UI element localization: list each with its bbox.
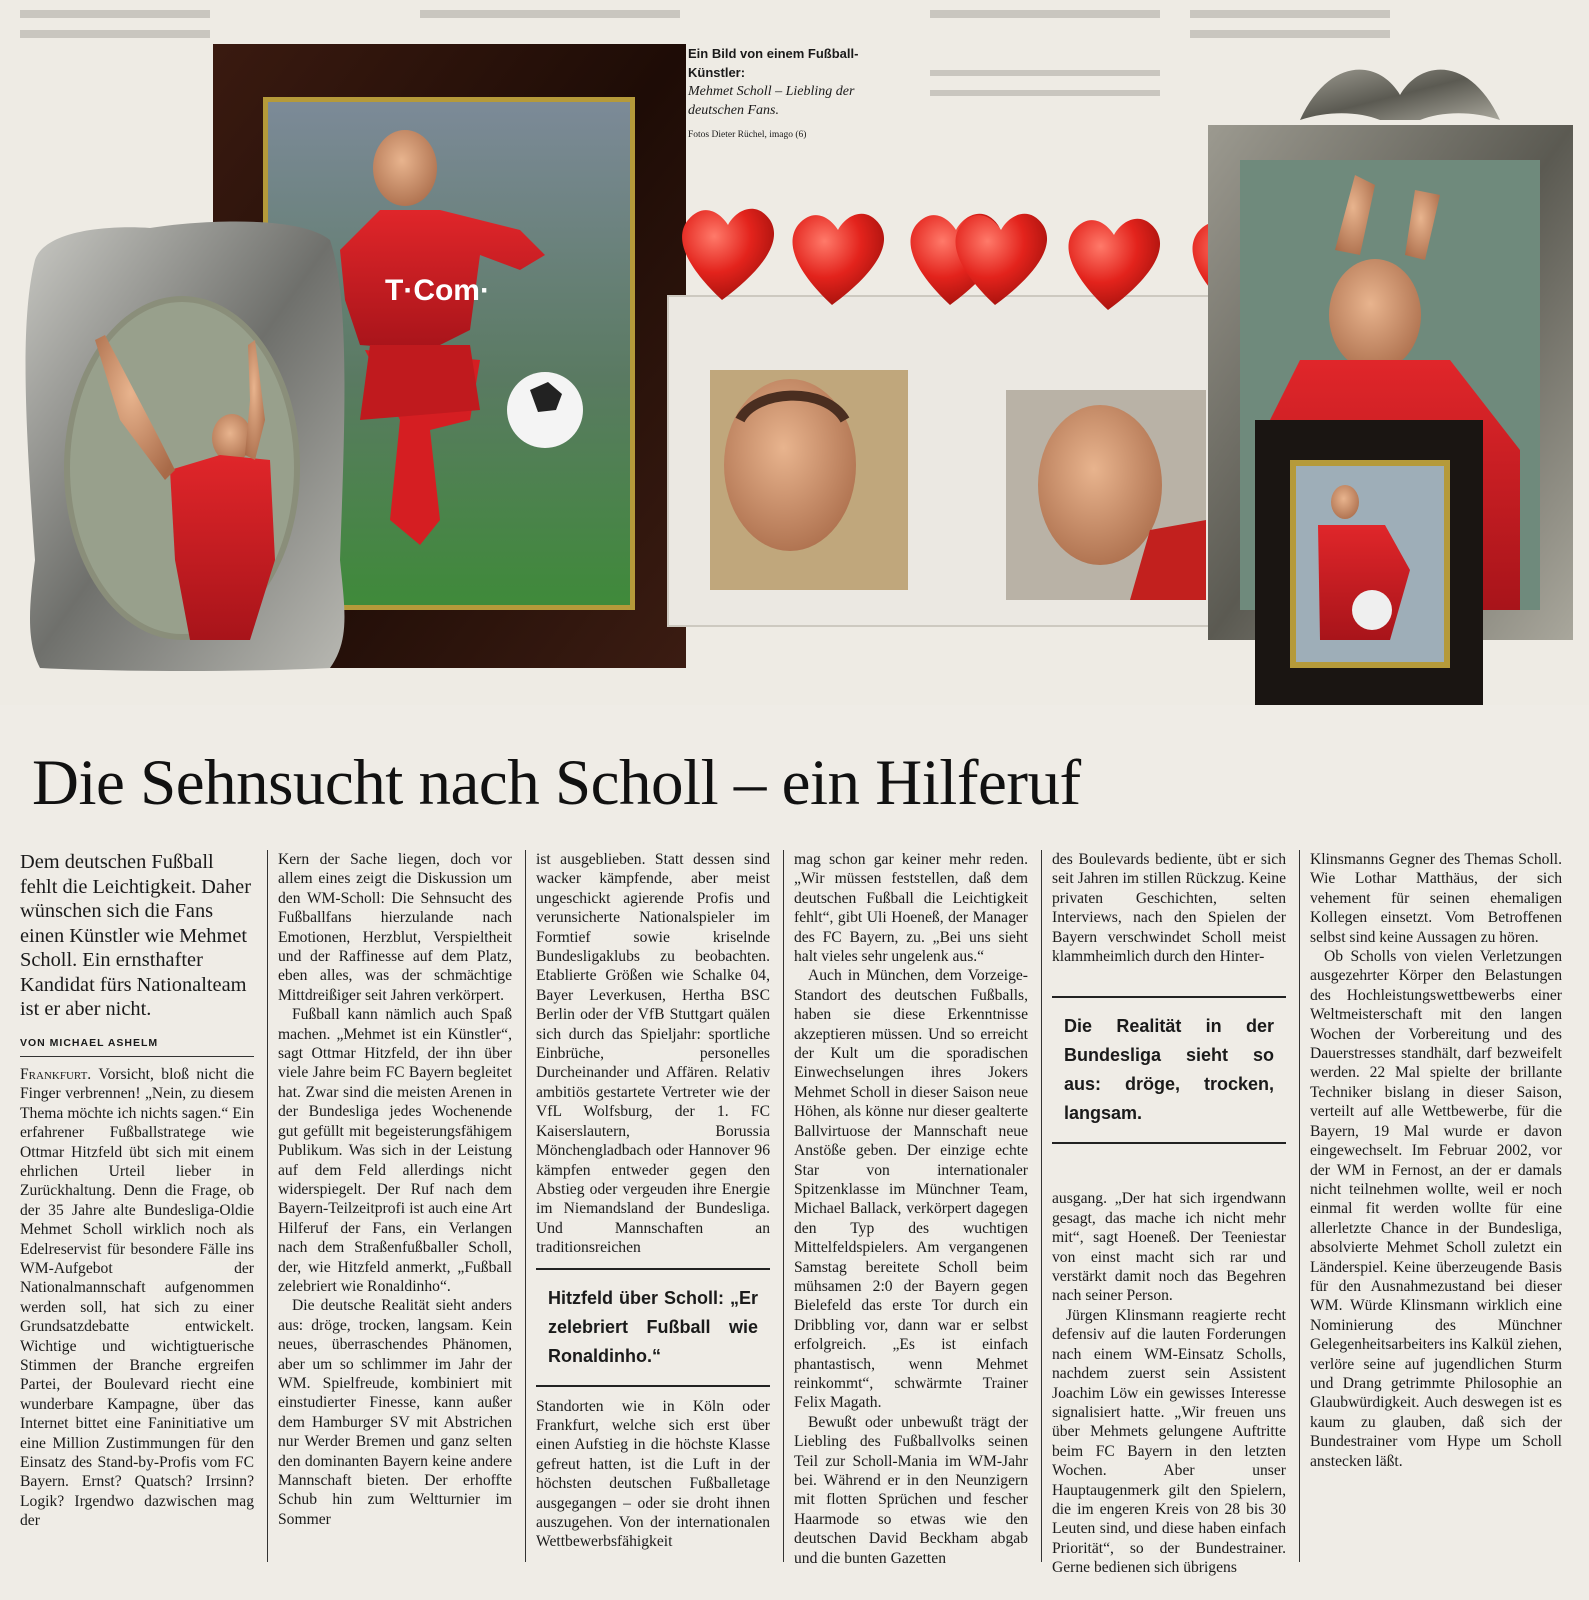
paragraph [20, 1065, 254, 1531]
column-2 [278, 850, 512, 1529]
column-rule [267, 850, 268, 1562]
column-rule [525, 850, 526, 1562]
paragraph: Bewußt oder unbewußt trägt der Liebling des Fußballvolks seinen Teil zur Scholl-Mania im WM-Jahr bei. Während er in den Neunzigern mit flotten Sprüchen und fescher Haarmode so etwas wie den deutschen David Beckham abgab und die bunten Gazetten [794, 1413, 1028, 1567]
byline: VON MICHAEL ASHELM [20, 1034, 254, 1057]
caption-text: Mehmet Scholl – Liebling der deutschen Fans. [688, 84, 855, 118]
paragraph: mag schon gar keiner mehr reden. „Wir müssen feststellen, daß dem deutschen Fußball die Leichtigkeit fehlt“, gibt Uli Hoeneß, der Manager des FC Bayern, zu. „Bei uns sieht halt vieles sehr ungelenk aus.“ [794, 851, 1028, 966]
paragraph: Kern der Sache liegen, doch vor allem eines zeigt die Diskussion um den WM-Scholl: Die Sehnsucht des Fußballfans hierzulande nach Emotionen, Herzblut, Verspieltheit und der Raffinesse auf dem Platz, eben alles, was der schmächtige Mittdreißiger seit Jahren verkörpert. [278, 851, 512, 1004]
jersey-sponsor-text: T·Com· [385, 274, 490, 307]
column-6 [1310, 850, 1562, 1471]
paragraph: Fußball kann nämlich auch Spaß machen. „Mehmet ist ein Künstler“, sagt Ottmar Hitzfeld, der ihn über viele Jahre beim FC Bayern begleitet hat. Zwar sind die meisten Arenen in der Bundesliga jedes Wochenende gut gefüllt mit begeisterungsfähigem Publikum. Was sich in der Leistung auf dem Feld allerdings nicht widerspiegelt. Der Ruf nach dem Bayern-Teilzeitprofi ist auch eine Art Hilferuf der Fans, ein Verlangen nach dem Straßenfußballer Scholl, der, wie Hitzfeld anmerkt, „Fußball zelebriert wie Ronaldinho“. [278, 1006, 512, 1295]
column-4 [794, 850, 1028, 1568]
column-5 [1052, 850, 1286, 1578]
caption-title: Ein Bild von einem Fußball-Künstler: [688, 46, 859, 80]
paragraph-text: Vorsicht, bloß nicht die Finger verbrennen! „Nein, zu diesem Thema möchte ich nichts sagen.“ Ein erfahrener Fußballstratege wie Ottmar Hitzfeld übt sich mit einem ehrlichen Urteil lieber in Zurückhaltung. Denn die Frage, ob der 35 Jahre alte Bundesliga-Oldie Mehmet Scholl wirklich noch als Edelreservist für besondere Fälle ins WM-Aufgebot der Nationalmannschaft aufgenommen werden soll, hat sich zu einer Grundsatzdebatte entwickelt. Wichtige und wichtigtuerische Stimmen der Branche ergreifen Partei, der Boulevard riecht eine wunderbare Kampagne, über das Internet bittet eine Faninitiative um eine Million Zustimmungen für den Einsatz des Stand-by-Profis vom FC Bayern. Ernst? Quatsch? Irrsinn? Logik? Irgendwo dazwischen mag der [20, 1065, 254, 1530]
paragraph: des Boulevards bediente, übt er sich seit Jahren im stillen Rückzug. Keine privaten Geschichten, selten Interviews, nach den Spielen der Bayern verschwindet Scholl meist klammheimlich durch den Hinter- [1052, 851, 1286, 966]
pull-quote: Die Realität in der Bundesliga sieht so aus: dröge, trocken, langsam. [1052, 996, 1286, 1144]
paragraph: Jürgen Klinsmann reagierte recht defensiv auf die lauten Forderungen nach einem WM-Einsatz Scholls, nachdem zuerst sein Assistent Joachim Löw ein gewisses Interesse signalisiert hatte. „Wir freuen uns über Mehmets gelungene Auftritte beim FC Bayern in den letzten Wochen. Aber unser Hauptaugenmerk gilt den Spielern, die im engeren Kreis von 28 bis 30 Leuten sind, und diese haben einfach Priorität“, so der Bundestrainer. Gerne bedienen sich übrigens [1052, 1306, 1286, 1577]
paragraph: Auch in München, dem Vorzeige-Standort des deutschen Fußballs, haben sie diese Erkenntnisse akzeptieren müssen. Und so erreicht der Kult um die sporadischen Einwechselungen ihres Jokers Mehmet Scholl in dieser Saison neue Höhen, als könne nur dieser gealterte Ballvirtuose der Mannschaft neue Anstöße geben. Der einzige echte Star von internationaler Spitzenklasse im Münchner Team, Michael Ballack, verkörpert dagegen den Typ des wuchtigen Mittelfeldspielers. Am vergangenen Samstag bereitete Scholl beim mühsamen 2:0 der Bayern gegen Bielefeld das erste Tor durch ein Dribbling vor, dann war er selbst erfolgreich. „Es ist einfach phantastisch, wenn Mehmet reinkommt“, schwärmte Trainer Felix Magath. [794, 967, 1028, 1412]
article-intro: Dem deutschen Fußball fehlt die Leichtigkeit. Daher wünschen sich die Fans einen Künstler wie Mehmet Scholl. Ein ernsthafter Kandidat fürs Nationalteam ist er aber nicht. [20, 851, 251, 1020]
dateline: Frankfurt. [20, 1065, 92, 1083]
paragraph: ausgang. „Der hat sich irgendwann gesagt, das mache ich nicht mehr mit“, sagt Hoeneß. Der Teeniestar von einst macht sich rar und verstärkt damit noch das Begehren nach seiner Person. [1052, 1190, 1286, 1305]
column-rule [1041, 850, 1042, 1562]
applauding-player-photo [1329, 259, 1421, 371]
paragraph: ist ausgeblieben. Statt dessen sind wacker kämpfende, aber meist ungeschickt agierende Profis und verunsicherte Nationalspieler im Formtief sowie kriselnde Bundesligaklubs zu beobachten. Etablierte Größen wie Schalke 04, Bayer Leverkusen, Hertha BSC Berlin oder der VfB Stuttgart quälen sich durch das Spieljahr: sportliche Einbrüche, personelles Durcheinander und Affären. Relativ ambitiös gestartete Vertreter wie der VfL Wolfsburg, der 1. FC Kaiserslautern, Borussia Mönchengladbach oder Hannover 96 kämpfen entweder gegen den Abstieg oder vergeuden ihre Energie im Niemandsland der Bundesliga. Und Mannschaften an traditionsreichen [536, 851, 770, 1257]
paragraph: Standorten wie in Köln oder Frankfurt, welche sich erst über einen Aufstieg in die höchste Klasse gefreut hatten, ist die Luft in der höchsten deutschen Fußballetage ausgegangen – oder sie droht ihnen auszugehen. Von der internationalen Wettbewerbsfähigkeit [536, 1397, 770, 1551]
paragraph: Die deutsche Realität sieht anders aus: dröge, trocken, langsam. Kein neues, überraschendes Phänomen, aber um so schlimmer im Jahr der WM. Spielfreude, kombiniert mit einstudierter Finesse, kann außer dem Hamburger SV mit Abstrichen nur Werder Bremen und ganz selten den dominanten Bayern keine andere Mannschaft bieten. Der erhoffte Schub hin zum Weltturnier im Sommer [278, 1297, 512, 1528]
headline: Die Sehnsucht nach Scholl – ein Hilferuf [32, 747, 1081, 819]
photo-credit: Fotos Dieter Rüchel, imago (6) [688, 130, 807, 140]
photo-caption [688, 44, 888, 145]
column-rule [783, 850, 784, 1562]
column-3 [536, 850, 770, 1552]
column-rule [1299, 850, 1300, 1562]
paragraph: Ob Scholls von vielen Verletzungen ausgezehrter Körper den Belastungen des Hochleistungswettbewerbs einer Weltmeisterschaft mit den langen Wochen der Vorbereitung und des Dauerstresses standhält, darf bezweifelt werden. 22 Mal spielte der brillante Techniker bislang in dieser Saison, verteilt auf alle Wettbewerbe, für die Bayern, 19 Mal wurde er davon eingewechselt. Im Februar 2002, vor der WM in Fernost, an der er damals nicht teilnehmen wollte, weil er noch einmal fit werden wollte für eine allerletzte Chance in der Bundesliga, absolvierte Mehmet Scholl zuletzt ein Länderspiel. Keine überzeugende Basis für den Ausnahmezustand bei dieser WM. Würde Klinsmann wirklich eine Nominierung des Münchner Gelegenheitsarbeiters ins Kalkül ziehen, verlöre seine auf jugendlichen Sturm und Drang getrimmte Philosophie an Glaubwürdigkeit. Auch deswegen ist es kaum zu glauben, daß sich der Bundestrainer vom Hype um Scholl anstecken läßt. [1310, 948, 1563, 1470]
pull-quote: Hitzfeld über Scholl: „Er zelebriert Fußball wie Ronaldinho.“ [536, 1268, 770, 1387]
column-1 [20, 850, 254, 1531]
paragraph: Klinsmanns Gegner des Themas Scholl. Wie Lothar Matthäus, der sich vehement für seinen ehemaligen Kollegen einsetzt. Vom Betroffenen selbst sind keine Aussagen zu hören. [1310, 851, 1562, 946]
